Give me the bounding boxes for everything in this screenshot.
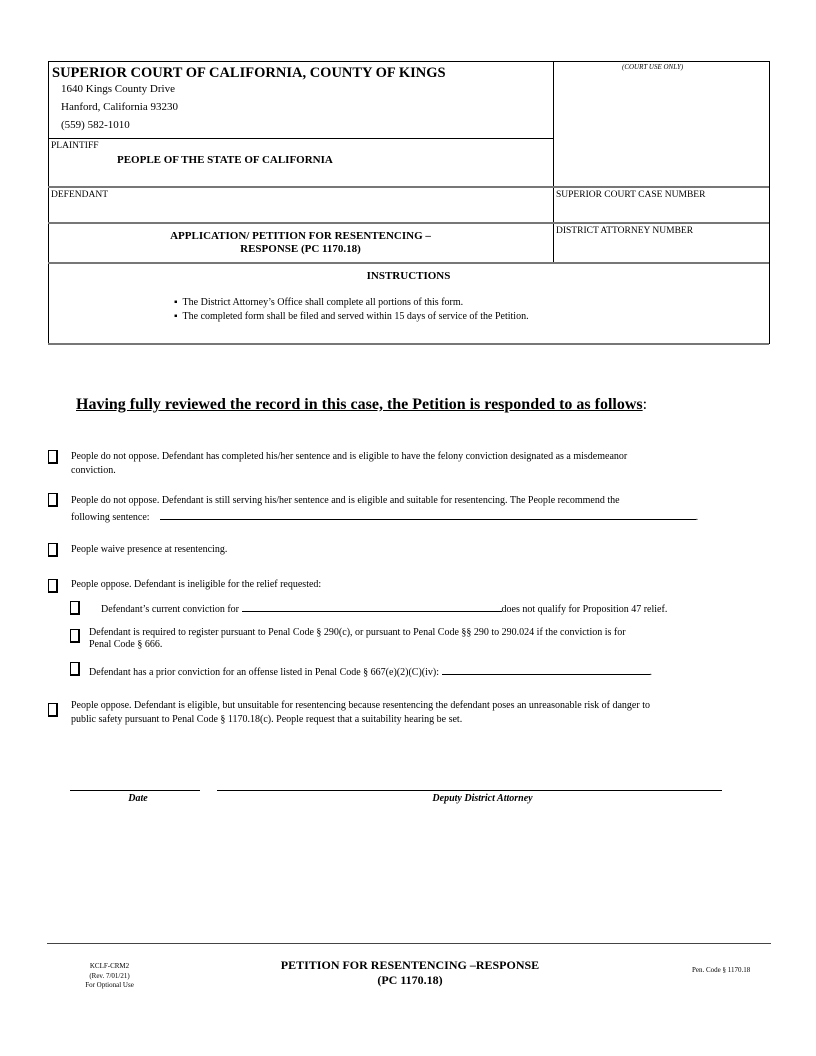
form-use: For Optional Use bbox=[85, 981, 134, 989]
footer-form-info bbox=[62, 962, 157, 991]
defendant-label: DEFENDANT bbox=[51, 190, 108, 200]
option-5-checkbox[interactable] bbox=[48, 703, 58, 717]
recommended-sentence-field[interactable] bbox=[160, 509, 696, 520]
option-3-checkbox[interactable] bbox=[48, 543, 58, 557]
court-address-2: Hanford, California 93230 bbox=[61, 101, 178, 113]
court-use-only-label: (COURT USE ONLY) bbox=[622, 63, 684, 71]
suboption-text: does not qualify for Proposition 47 relief. bbox=[501, 604, 668, 615]
option-4-checkbox[interactable] bbox=[48, 579, 58, 593]
footer-code: Pen. Code § 1170.18 bbox=[692, 966, 751, 974]
defendant-field[interactable] bbox=[50, 202, 550, 220]
suboption-2-text bbox=[89, 627, 626, 650]
option-5-text bbox=[71, 699, 650, 727]
footer-title bbox=[200, 958, 620, 988]
plaintiff-label: PLAINTIFF bbox=[51, 141, 99, 151]
suboption-text: Penal Code § 666. bbox=[89, 638, 163, 650]
form-revision: (Rev. 7/01/21) bbox=[89, 971, 130, 980]
footer-title-line2: (PC 1170.18) bbox=[377, 973, 443, 987]
suboption-text: . bbox=[649, 667, 652, 678]
case-number-label: SUPERIOR COURT CASE NUMBER bbox=[556, 190, 706, 200]
option-1-text bbox=[71, 450, 627, 478]
suboption-text: Defendant has a prior conviction for an offense listed in Penal Code § 667(e)(2)(C)(iv): bbox=[89, 667, 442, 678]
option-2-text: People do not oppose. Defendant is still serving his/her sentence and is eligible and suitable for resentencing. The People recommend the following sentence: . bbox=[71, 492, 698, 526]
option-text-line: conviction. bbox=[71, 465, 116, 476]
case-number-field[interactable] bbox=[556, 202, 766, 220]
instruction-item: ▪ The District Attorney’s Office shall complete all portions of this form. bbox=[174, 297, 464, 308]
instruction-text: The completed form shall be filed and served within 15 days of service of the Petition. bbox=[182, 310, 529, 322]
prior-conviction-field[interactable] bbox=[442, 664, 650, 675]
court-phone: (559) 582-1010 bbox=[61, 119, 130, 131]
suboption-text: Defendant’s current conviction for bbox=[101, 604, 242, 615]
court-name: SUPERIOR COURT OF CALIFORNIA, COUNTY OF KINGS bbox=[52, 65, 446, 81]
current-conviction-field[interactable] bbox=[242, 601, 502, 612]
form-title-line2: RESPONSE (PC 1170.18) bbox=[240, 243, 361, 255]
date-label: Date bbox=[128, 793, 148, 804]
signature-line[interactable] bbox=[217, 790, 722, 791]
suboption-2-checkbox[interactable] bbox=[70, 629, 80, 643]
instructions-list bbox=[174, 296, 529, 323]
option-3-text: People waive presence at resentencing. bbox=[71, 544, 228, 555]
suboption-text: Defendant is required to register pursuant to Penal Code § 290(c), or pursuant to Penal Code §§ 290 to 290.024 if the conviction is for bbox=[89, 627, 626, 638]
option-text-line: People do not oppose. Defendant has completed his/her sentence and is eligible to have the felony conviction designated as a misdemeanor bbox=[71, 451, 628, 462]
option-text-line: People oppose. Defendant is eligible, but unsuitable for resentencing because resentencing the defendant poses an unreasonable risk of danger to bbox=[71, 700, 650, 711]
court-use-area[interactable] bbox=[555, 72, 767, 184]
footer-title-line1: PETITION FOR RESENTENCING –RESPONSE bbox=[280, 958, 540, 972]
response-heading bbox=[76, 396, 647, 414]
option-4-text: People oppose. Defendant is ineligible for the relief requested: bbox=[71, 579, 322, 590]
date-line[interactable] bbox=[70, 790, 200, 791]
suboption-3-checkbox[interactable] bbox=[70, 662, 80, 676]
form-title bbox=[48, 230, 553, 256]
da-number-field[interactable] bbox=[556, 240, 766, 260]
option-text-line: following sentence: bbox=[71, 512, 150, 523]
instructions-title: INSTRUCTIONS bbox=[366, 270, 451, 282]
option-1-checkbox[interactable] bbox=[48, 450, 58, 464]
instruction-text: The District Attorney’s Office shall complete all portions of this form. bbox=[182, 297, 464, 308]
form-title-line1: APPLICATION/ PETITION FOR RESENTENCING – bbox=[170, 230, 431, 242]
option-2-checkbox[interactable] bbox=[48, 493, 58, 507]
suboption-1-text bbox=[101, 601, 667, 615]
court-address-1: 1640 Kings County Drive bbox=[61, 83, 175, 95]
option-text-line: People do not oppose. Defendant is still serving his/her sentence and is eligible and suitable for resentencing. The People recommend the bbox=[71, 495, 620, 506]
heading-colon: : bbox=[642, 396, 648, 413]
deputy-da-label: Deputy District Attorney bbox=[432, 793, 533, 804]
form-id: KCLF-CRM2 bbox=[89, 962, 130, 970]
instruction-item: ▪ The completed form shall be filed and served within 15 days of service of the Petition. bbox=[174, 310, 529, 322]
suboption-1-checkbox[interactable] bbox=[70, 601, 80, 615]
plaintiff-value: PEOPLE OF THE STATE OF CALIFORNIA bbox=[117, 154, 333, 166]
option-text-line: public safety pursuant to Penal Code § 1170.18(c). People request that a suitability hearing be set. bbox=[71, 714, 463, 725]
suboption-3-text bbox=[89, 664, 652, 678]
da-number-label: DISTRICT ATTORNEY NUMBER bbox=[556, 226, 694, 236]
response-heading-text: Having fully reviewed the record in this case, the Petition is responded to as follows bbox=[76, 396, 643, 413]
